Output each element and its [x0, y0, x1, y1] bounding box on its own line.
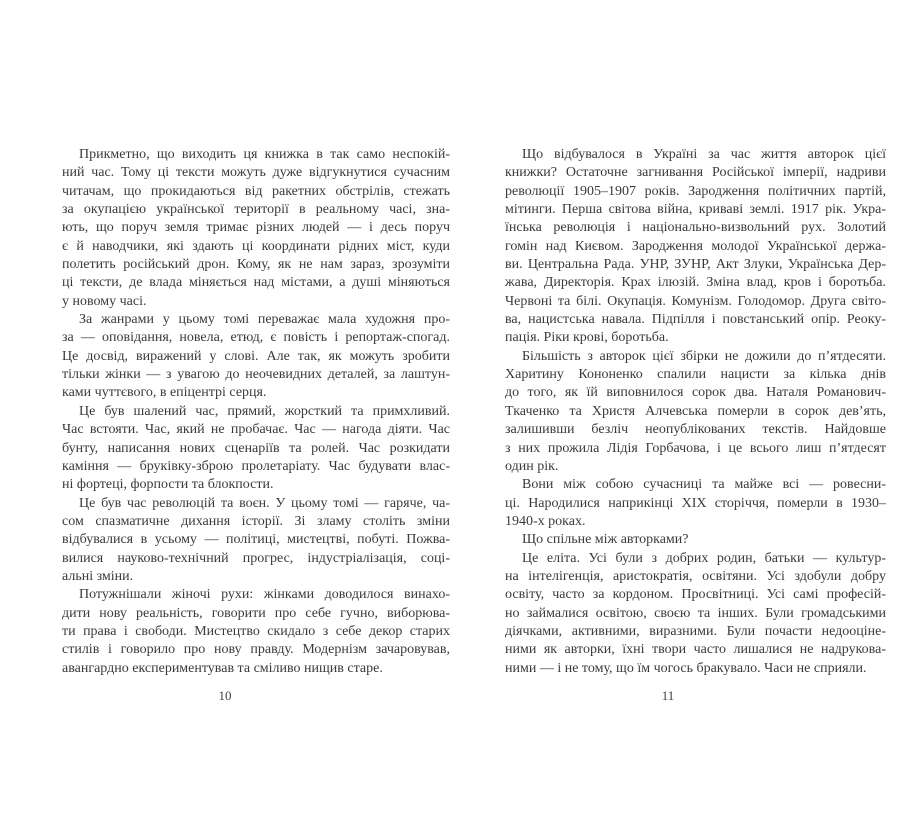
- page-text-right: [505, 146, 886, 678]
- paragraph: [505, 348, 886, 476]
- text-line: Харитину Кононенко спалили нацисти за кілька днів: [505, 367, 886, 383]
- text-line: ний час. Тому ці тексти можуть дуже відгукнутися сучасним: [62, 165, 450, 181]
- text-line: за — оповідання, новела, етюд, є повість і репортаж-спогад.: [62, 330, 450, 346]
- text-line: Це досвід, виражений у слові. Але так, як можуть зробити: [62, 348, 450, 364]
- paragraph: [505, 550, 886, 678]
- text-line: но займалися освітою, своєю та інших. Були громадськими: [505, 605, 886, 621]
- text-line: з них прожила Лідія Горбачова, і це всього лиш п’ятдесят: [505, 440, 886, 456]
- text-line: їнська революція і національно-визвольний рух. Золотий: [505, 220, 886, 236]
- paragraph: [505, 146, 886, 348]
- text-line: ними як авторки, їхні твори часто лишалися не надрукова-: [505, 642, 886, 658]
- text-line: ти права і свободи. Мистецтво скидало з себе декор старих: [62, 623, 450, 639]
- text-line: жава, Директорія. Крах ілюзій. Зміна влад, кров і боротьба.: [505, 275, 886, 291]
- text-line: ють, що поруч земля тримає різних людей — і десь поруч: [62, 220, 450, 236]
- text-line: тільки жінки — з увагою до неочевидних деталей, за лаштун-: [62, 367, 450, 383]
- page-number: 11: [661, 688, 675, 703]
- paragraph: [62, 586, 450, 678]
- text-line: у новому часі.: [62, 293, 147, 309]
- paragraph: [62, 311, 450, 403]
- text-line: 1940-х роках.: [505, 513, 586, 529]
- text-line: Що спільне між авторками?: [522, 532, 689, 548]
- text-line: Це був шалений час, прямий, жорсткий та примхливий.: [79, 403, 450, 419]
- text-line: ва, нацистська навала. Підпілля і повстанський опір. Реоку-: [505, 312, 886, 328]
- text-line: ви. Центральна Рада. УНР, ЗУНР, Акт Злуки, Українська Дер-: [505, 257, 886, 273]
- text-line: сом спазматичне дихання історії. Зі зламу століть зміни: [62, 513, 450, 529]
- text-line: відбувалися в усьому — політиці, мистецтві, побуті. Пожва-: [62, 532, 450, 548]
- text-line: ними — і не тому, що їм чогось бракувало. Часи не сприяли.: [505, 660, 867, 676]
- paragraph: [62, 403, 450, 495]
- text-line: ці тексти, де влада міняється над містами, а душі міняються: [62, 275, 450, 291]
- text-line: Це був час революцій та воєн. У цьому томі — гаряче, ча-: [79, 495, 450, 511]
- text-line: ці. Народилися наприкінці XIX сторіччя, померли в 1930–: [505, 495, 886, 511]
- text-line: Більшість з авторок цієї збірки не дожили до п’ятдесяти.: [522, 348, 886, 364]
- text-line: Червоні та білі. Окупація. Комунізм. Голодомор. Друга світо-: [505, 293, 886, 309]
- text-line: полетить російський дрон. Кому, як не нам зараз, зрозуміти: [62, 257, 450, 273]
- page-right: [505, 146, 886, 766]
- paragraph: [62, 495, 450, 587]
- text-line: революції 1905–1907 років. Зародження політичних партій,: [505, 183, 886, 199]
- text-line: альні зміни.: [62, 568, 134, 584]
- text-line: ні фортеці, форпости та блокпости.: [62, 477, 274, 493]
- text-line: дити нову реальність, говорити про себе гучно, виборюва-: [62, 605, 450, 621]
- text-line: Що відбувалося в Україні за час життя авторок цієї: [522, 147, 886, 162]
- text-line: бунту, написання нових сценаріїв та ролей. Час розкидати: [62, 440, 450, 456]
- page-number: 10: [218, 688, 232, 703]
- text-line: діячками, активними, виразними. Були почасти недооціне-: [505, 623, 886, 639]
- text-line: Це еліта. Усі були з добрих родин, батьки — культур-: [522, 550, 886, 566]
- text-line: освіту, часто за кордоном. Просвітниці. Усі самі професій-: [505, 587, 886, 603]
- paragraph: [505, 476, 886, 531]
- text-line: за окупацією української території в реальному часі, зна-: [62, 202, 450, 218]
- text-line: вилися науково-технічний прогрес, індустріалізація, соці-: [62, 550, 450, 566]
- text-line: Вони між собою сучасниці та майже всі — ровесни-: [522, 477, 886, 493]
- text-line: авангардно експериментував та сміливо нищив старе.: [62, 660, 383, 676]
- text-line: За жанрами у цьому томі переважає мала художня про-: [79, 312, 450, 328]
- paragraph: [505, 531, 886, 549]
- text-line: стилів і говорило про нову правду. Модернізм зачаровував,: [62, 642, 450, 658]
- text-line: Час встояти. Час, який не пробачає. Час — нагода діяти. Час: [62, 422, 450, 438]
- text-line: книжки? Остаточне загнивання Російської імперії, надриви: [505, 165, 886, 181]
- text-line: Прикметно, що виходить ця книжка в так само неспокій-: [79, 147, 450, 162]
- text-line: мітинги. Перша світова війна, криваві землі. 1917 рік. Укра-: [505, 202, 886, 218]
- text-line: каміння — бруківку-зброю пролетаріату. Час будувати влас-: [62, 458, 450, 474]
- text-line: є й наводчики, які здають ці координати рідних міст, куди: [62, 238, 450, 254]
- text-line: залишивши безліч неопублікованих текстів. Найдовше: [505, 422, 886, 438]
- page-left: [62, 146, 450, 766]
- text-line: гомін над Києвом. Зародження молодої Української держа-: [505, 238, 886, 254]
- text-line: Потужнішали жіночі рухи: жінками доводилося винахо-: [79, 587, 450, 603]
- text-line: на інтелігенція, аристократія, освітяни. Усі здобули добру: [505, 568, 886, 584]
- paragraph: [62, 146, 450, 311]
- text-line: ками чуттєвого, в епіцентрі серця.: [62, 385, 267, 401]
- text-line: читачам, що прокидаються від ракетних обстрілів, стежать: [62, 183, 450, 199]
- text-line: Ткаченко та Христя Алчевська померли в сорок дев’ять,: [505, 403, 886, 419]
- text-line: пація. Ріки крові, боротьба.: [505, 330, 669, 346]
- text-line: до того, як їй виповнилося сорок два. Наталя Романович-: [505, 385, 886, 401]
- page-text-left: [62, 146, 450, 678]
- text-line: один рік.: [505, 458, 559, 474]
